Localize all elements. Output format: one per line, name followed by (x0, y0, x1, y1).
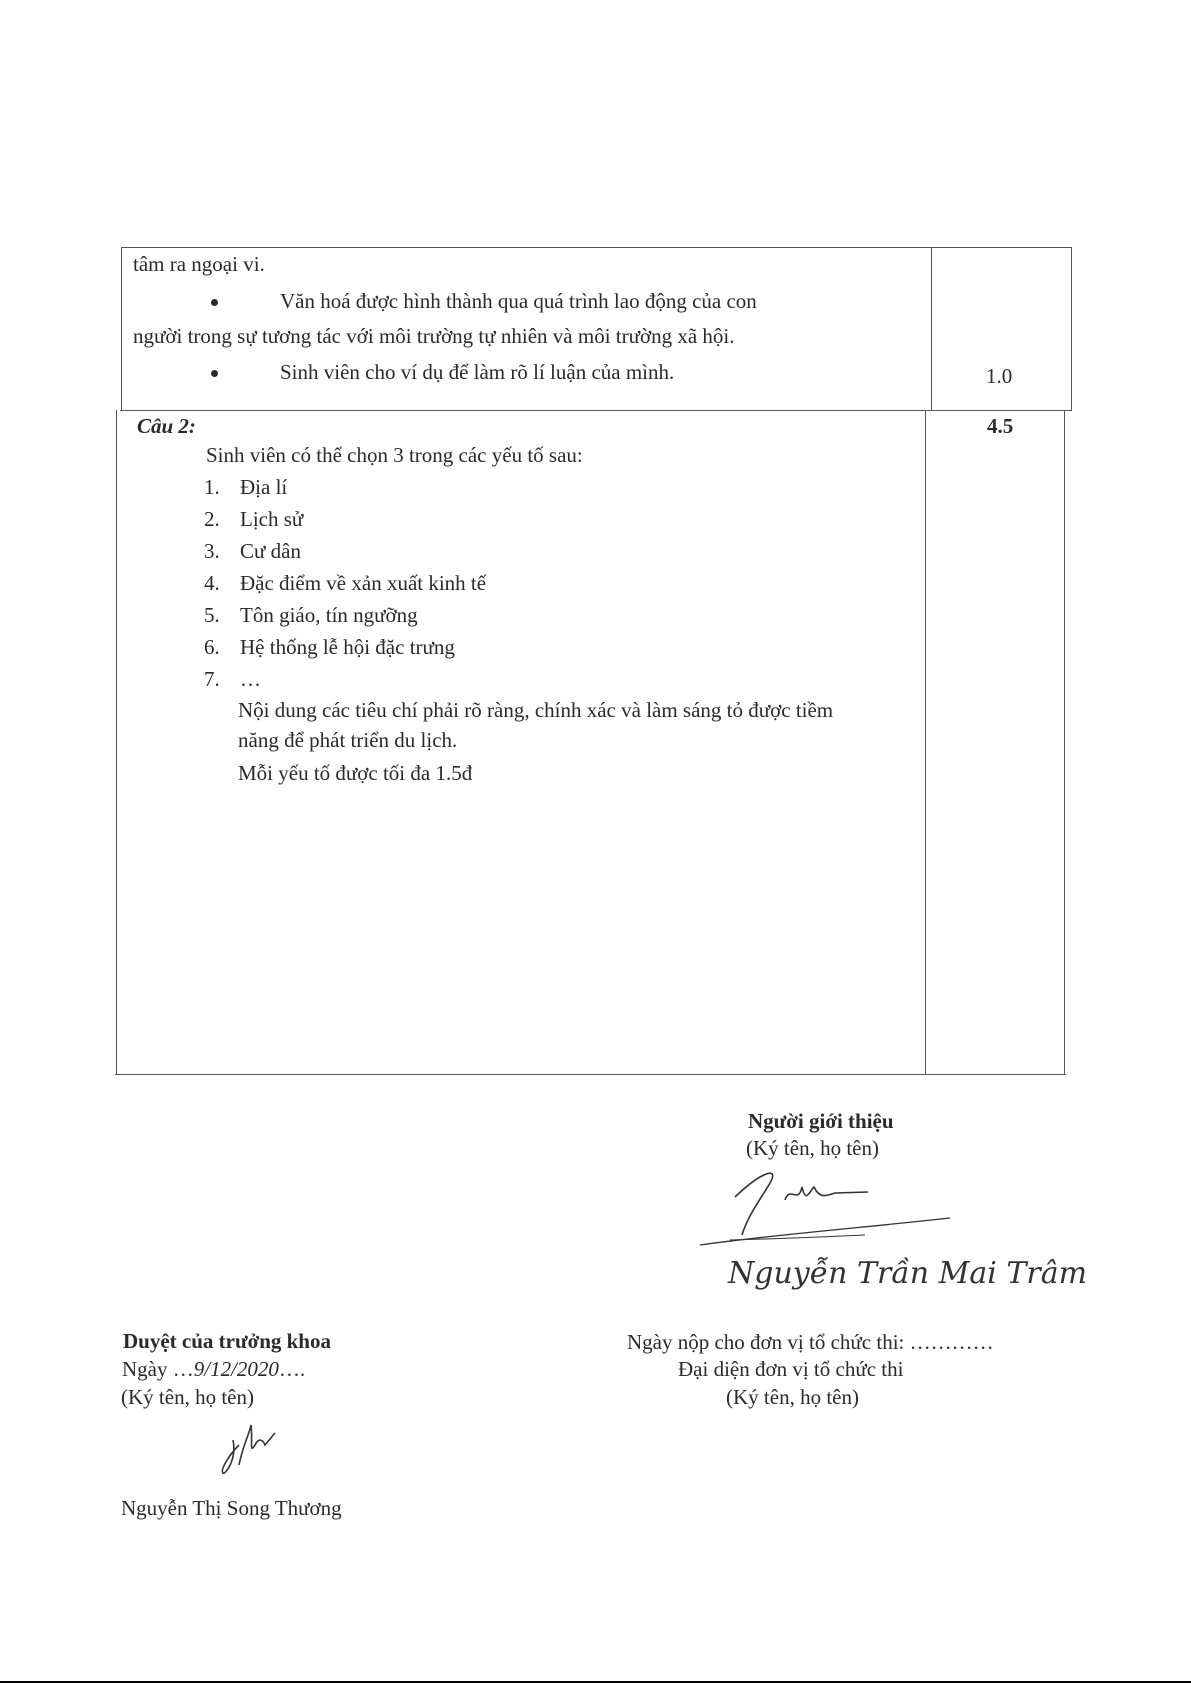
bullet-dot (211, 299, 218, 306)
dean-date-suffix: …. (278, 1357, 306, 1381)
dean-date-value: 9/12/2020 (193, 1357, 279, 1381)
exam-unit-representative: Đại diện đơn vị tổ chức thi (678, 1357, 904, 1381)
introducer-handwritten-name: Nguyễn Trần Mai Trâm (728, 1256, 1088, 1291)
list-item-number: 1. (204, 475, 220, 499)
row1-bullet1: Văn hoá được hình thành qua quá trình lao động của con (280, 289, 757, 313)
list-item: Tôn giáo, tín ngưỡng (240, 603, 418, 627)
list-item-number: 2. (204, 507, 220, 531)
list-item: … (240, 667, 261, 691)
row2-intro: Sinh viên có thể chọn 3 trong các yếu tố sau: (206, 443, 583, 467)
dean-sign-hint: (Ký tên, họ tên) (121, 1385, 254, 1409)
row2-note-line3: Mỗi yếu tố được tối đa 1.5đ (238, 761, 473, 785)
row2-score: 4.5 (987, 414, 1014, 438)
list-item: Cư dân (240, 539, 301, 563)
row2-note-line1: Nội dung các tiêu chí phải rõ ràng, chính xác và làm sáng tỏ được tiềm (238, 698, 834, 722)
list-item: Đặc điểm về xản xuất kinh tế (240, 571, 487, 595)
row2-note-line2: năng để phát triển du lịch. (238, 728, 458, 752)
list-item-number: 7. (204, 667, 220, 691)
list-item: Lịch sử (240, 507, 304, 531)
dean-title: Duyệt của trưởng khoa (123, 1329, 331, 1353)
exam-unit-sign-hint: (Ký tên, họ tên) (726, 1385, 859, 1409)
list-item-number: 6. (204, 635, 220, 659)
introducer-title: Người giới thiệu (748, 1109, 894, 1133)
list-item-number: 4. (204, 571, 220, 595)
row1-bullet1-cont: người trong sự tương tác với môi trường tự nhiên và môi trường xã hội. (133, 324, 735, 348)
submit-date: Ngày nộp cho đơn vị tổ chức thi: ………… (627, 1330, 994, 1354)
dean-name: Nguyễn Thị Song Thương (121, 1496, 342, 1520)
introducer-signature (690, 1165, 1088, 1295)
row1-bullet2: Sinh viên cho ví dụ để làm rõ lí luận của mình. (280, 360, 675, 384)
dean-date (122, 1357, 305, 1381)
list-item: Địa lí (240, 475, 288, 499)
dean-date-prefix: Ngày … (122, 1357, 194, 1381)
introducer-sign-hint: (Ký tên, họ tên) (746, 1136, 879, 1160)
row1-score: 1.0 (986, 364, 1013, 388)
row1-line1: tâm ra ngoại vi. (133, 252, 265, 276)
list-item: Hệ thống lễ hội đặc trưng (240, 635, 455, 659)
list-item-number: 3. (204, 539, 220, 563)
list-item-number: 5. (204, 603, 220, 627)
dean-signature (215, 1415, 295, 1485)
bullet-dot (211, 370, 218, 377)
question-label: Câu 2: (137, 414, 196, 438)
